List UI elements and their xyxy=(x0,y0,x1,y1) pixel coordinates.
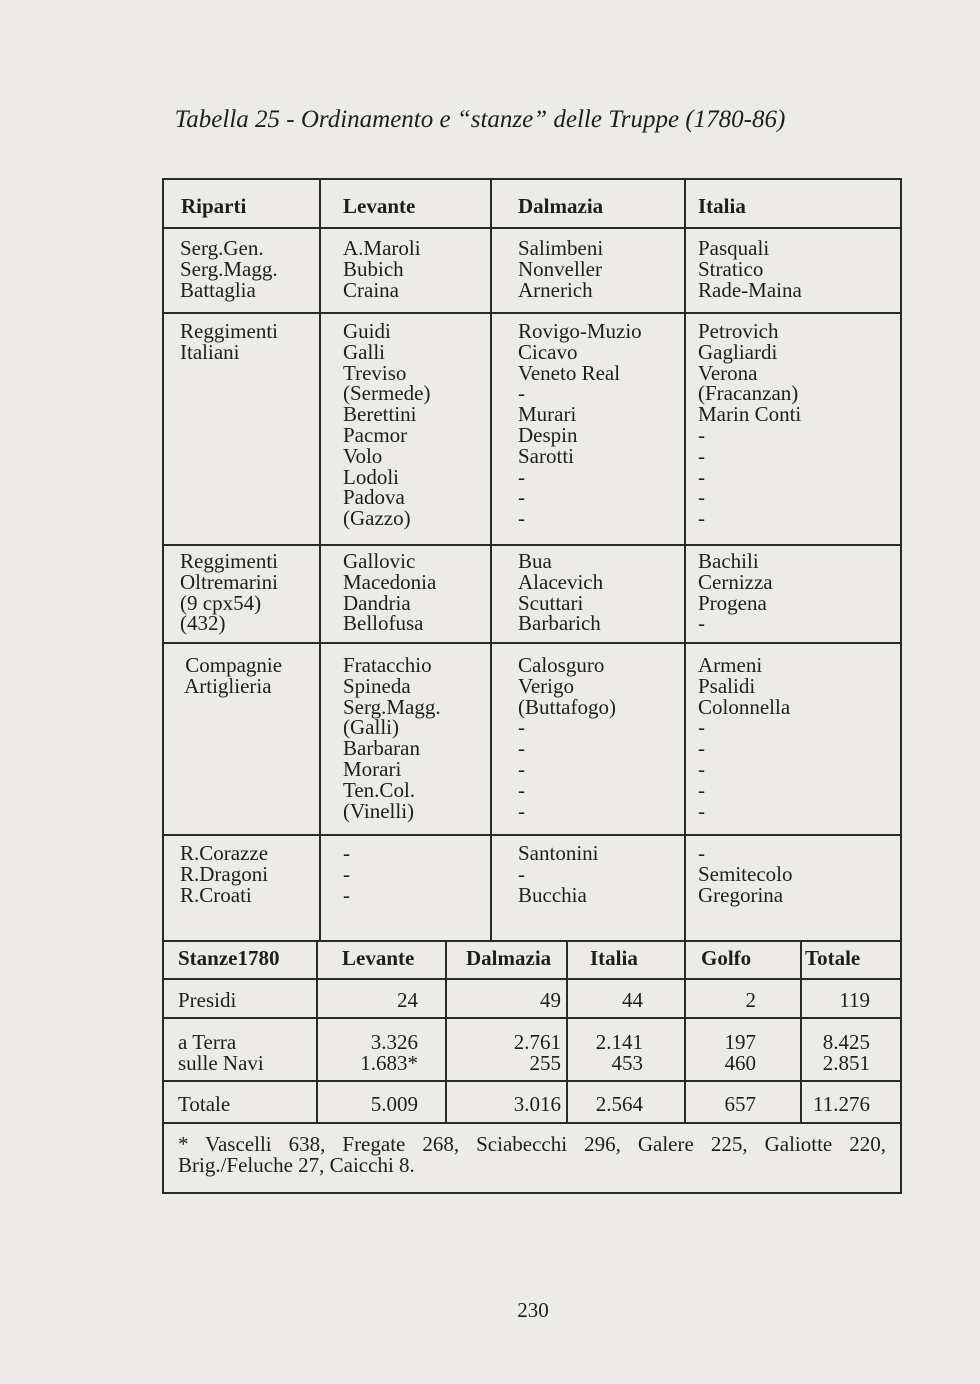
t2-header-totale: Totale xyxy=(805,946,861,970)
t2-row-label: Presidi xyxy=(178,988,237,1012)
t2-cell: 24 xyxy=(397,988,418,1012)
rule-section-1 xyxy=(162,312,902,314)
cell-riparti: Compagnie Artiglieria xyxy=(184,653,283,698)
t2-header-golfo: Golfo xyxy=(701,946,752,970)
cell-levante: A.Maroli Bubich Craina xyxy=(343,236,421,302)
cell-italia: Petrovich Gagliardi Verona (Fracanzan) Marin Conti - - - - - xyxy=(698,319,802,531)
cell-dalmazia: Calosguro Verigo (Buttafogo) - - - - - xyxy=(518,653,616,823)
footnote: * Vascelli 638, Fregate 268, Sciabecchi 296, Galere 225, Galiotte 220, Brig./Feluche 27, Caicchi 8. xyxy=(178,1132,886,1177)
col-rule-3 xyxy=(684,178,686,940)
t2-cell: 197 460 xyxy=(724,1030,756,1075)
t2-cell: 3.326 1.683* xyxy=(360,1030,418,1075)
t2-row-label: a Terra sulle Navi xyxy=(178,1030,264,1075)
cell-levante: - - - xyxy=(343,841,350,907)
header-italia: Italia xyxy=(698,194,746,218)
t2-cell: 2.141 453 xyxy=(595,1030,643,1075)
t2-cell: 2.761 255 xyxy=(513,1030,561,1075)
t2-col-rule-2 xyxy=(445,940,447,1122)
t2-row-label: Totale xyxy=(178,1092,231,1116)
cell-italia: Armeni Psalidi Colonnella - - - - - xyxy=(698,653,791,823)
t2-col-rule-5 xyxy=(800,940,802,1122)
t2-col-rule-3 xyxy=(566,940,568,1122)
rule-header xyxy=(162,227,902,229)
cell-dalmazia: Bua Alacevich Scuttari Barbarich xyxy=(518,549,604,636)
table-title: Tabella 25 - Ordinamento e “stanze” delle Truppe (1780-86) xyxy=(174,106,786,133)
rule-t2-row-1 xyxy=(162,1017,902,1019)
t2-col-rule-1 xyxy=(316,940,318,1122)
t2-cell: 3.016 xyxy=(513,1092,561,1116)
t2-cell: 2.564 xyxy=(595,1092,643,1116)
cell-riparti: Reggimenti Italiani xyxy=(180,319,278,364)
rule-t2-row-3 xyxy=(162,1122,902,1124)
header-riparti: Riparti xyxy=(181,194,247,218)
rule-table-split xyxy=(162,940,902,942)
cell-levante: Gallovic Macedonia Dandria Bellofusa xyxy=(343,549,437,636)
t2-cell: 8.425 2.851 xyxy=(822,1030,870,1075)
cell-italia: Pasquali Stratico Rade-Maina xyxy=(698,236,802,302)
page-number: 230 xyxy=(517,1298,549,1322)
cell-levante: Fratacchio Spineda Serg.Magg. (Galli) Barbaran Morari Ten.Col. (Vinelli) xyxy=(343,653,441,823)
t2-header-levante: Levante xyxy=(342,946,415,970)
t2-cell: 657 xyxy=(724,1092,756,1116)
t2-cell: 49 xyxy=(540,988,561,1012)
cell-riparti: Reggimenti Oltremarini (9 cpx54) (432) xyxy=(180,549,278,636)
header-levante: Levante xyxy=(343,194,416,218)
rule-section-3 xyxy=(162,642,902,644)
header-dalmazia: Dalmazia xyxy=(518,194,604,218)
cell-italia: - Semitecolo Gregorina xyxy=(698,841,793,907)
cell-dalmazia: Salimbeni Nonveller Arnerich xyxy=(518,236,604,302)
cell-levante: Guidi Galli Treviso (Sermede) Berettini Pacmor Volo Lodoli Padova (Gazzo) xyxy=(343,319,431,531)
cell-riparti: Serg.Gen. Serg.Magg. Battaglia xyxy=(180,236,278,302)
t2-cell: 5.009 xyxy=(370,1092,418,1116)
col-rule-2 xyxy=(490,178,492,940)
t2-cell: 11.276 xyxy=(813,1092,870,1116)
cell-dalmazia: Santonini - Bucchia xyxy=(518,841,599,907)
cell-italia: Bachili Cernizza Progena - xyxy=(698,549,773,636)
rule-section-2 xyxy=(162,544,902,546)
t2-header-stanze: Stanze1780 xyxy=(178,946,280,970)
col-rule-1 xyxy=(319,178,321,940)
cell-riparti: R.Corazze R.Dragoni R.Croati xyxy=(180,841,269,907)
t2-header-italia: Italia xyxy=(590,946,638,970)
t2-col-rule-4 xyxy=(684,940,686,1122)
rule-t2-header xyxy=(162,978,902,980)
t2-header-dalmazia: Dalmazia xyxy=(466,946,552,970)
cell-dalmazia: Rovigo-Muzio Cicavo Veneto Real - Murari Despin Sarotti - - - xyxy=(518,319,642,531)
rule-t2-row-2 xyxy=(162,1080,902,1082)
t2-cell: 2 xyxy=(745,988,756,1012)
rule-section-4 xyxy=(162,834,902,836)
t2-cell: 44 xyxy=(622,988,643,1012)
t2-cell: 119 xyxy=(839,988,870,1012)
